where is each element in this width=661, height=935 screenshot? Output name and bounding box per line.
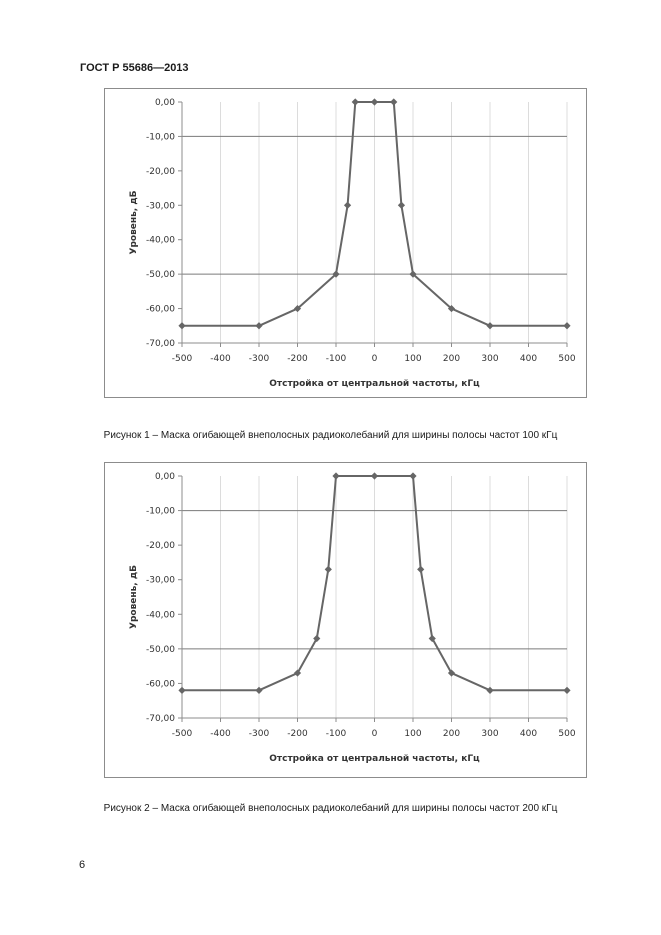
y-tick-label: -70,00	[145, 339, 175, 349]
data-point-marker	[255, 322, 262, 329]
x-tick-label: 0	[371, 729, 378, 739]
x-tick-label: 100	[404, 354, 422, 364]
data-point-marker	[486, 687, 493, 694]
y-tick-label: -10,00	[145, 506, 175, 517]
x-tick-label: 500	[558, 729, 576, 739]
y-tick-label: -50,00	[145, 644, 175, 655]
y-tick-label: -20,00	[145, 166, 175, 177]
x-tick-label: -400	[210, 729, 231, 739]
data-point-marker	[313, 635, 320, 642]
y-tick-label: -60,00	[145, 679, 175, 690]
x-tick-label: -200	[287, 354, 308, 364]
data-point-marker	[398, 202, 405, 209]
chart-2-frame	[104, 462, 587, 778]
figure-2-caption: Рисунок 2 – Маска огибающей внеполосных радиоколебаний для ширины полосы частот 200 кГц	[103, 803, 558, 814]
x-tick-label: -100	[325, 729, 347, 739]
y-tick-label: 0,00	[154, 472, 175, 482]
x-tick-label: -100	[325, 354, 347, 364]
y-tick-label: -30,00	[145, 201, 175, 212]
data-point-marker	[332, 472, 339, 479]
data-point-marker	[390, 98, 397, 105]
data-point-marker	[178, 322, 185, 329]
data-point-marker	[486, 322, 493, 329]
data-point-marker	[417, 566, 424, 573]
x-tick-label: -300	[248, 729, 270, 739]
data-point-marker	[563, 322, 570, 329]
data-point-marker	[352, 98, 359, 105]
y-tick-label: -70,00	[145, 714, 175, 724]
chart-2	[105, 463, 588, 779]
data-point-marker	[371, 98, 378, 105]
data-point-marker	[371, 472, 378, 479]
x-tick-label: -300	[248, 354, 270, 364]
x-axis-title: Отстройка от центральной частоты, кГц	[269, 754, 480, 764]
x-tick-label: -400	[210, 354, 231, 364]
y-tick-label: -10,00	[145, 132, 175, 143]
x-tick-label: -200	[287, 729, 308, 739]
x-tick-label: 400	[519, 729, 538, 739]
y-tick-label: 0,00	[154, 98, 175, 108]
y-tick-label: -40,00	[145, 610, 175, 621]
chart-1-frame	[104, 88, 587, 398]
x-tick-label: 200	[442, 354, 461, 364]
y-axis-title: Уровень, дБ	[129, 565, 139, 629]
data-point-marker	[344, 202, 351, 209]
data-point-marker	[325, 566, 332, 573]
y-tick-label: -20,00	[145, 541, 175, 552]
x-tick-label: 500	[558, 354, 576, 364]
x-tick-label: 100	[404, 729, 422, 739]
y-tick-label: -50,00	[145, 270, 175, 281]
data-point-marker	[409, 472, 416, 479]
y-tick-label: -40,00	[145, 235, 175, 246]
x-tick-label: 0	[371, 354, 378, 364]
x-tick-label: -500	[171, 729, 193, 739]
data-point-marker	[178, 687, 185, 694]
x-tick-label: 300	[481, 729, 499, 739]
y-tick-label: -30,00	[145, 575, 175, 586]
x-tick-label: 400	[519, 354, 538, 364]
data-point-marker	[255, 687, 262, 694]
chart-1	[105, 89, 588, 399]
page-number: 6	[79, 859, 86, 871]
x-tick-label: -500	[171, 354, 193, 364]
x-tick-label: 300	[481, 354, 499, 364]
data-point-marker	[563, 687, 570, 694]
document-header: ГОСТ Р 55686—2013	[80, 62, 189, 74]
x-axis-title: Отстройка от центральной частоты, кГц	[269, 379, 480, 389]
figure-1-caption: Рисунок 1 – Маска огибающей внеполосных радиоколебаний для ширины полосы частот 100 кГц	[103, 430, 558, 441]
x-tick-label: 200	[442, 729, 461, 739]
y-tick-label: -60,00	[145, 304, 175, 315]
y-axis-title: Уровень, дБ	[129, 190, 139, 255]
